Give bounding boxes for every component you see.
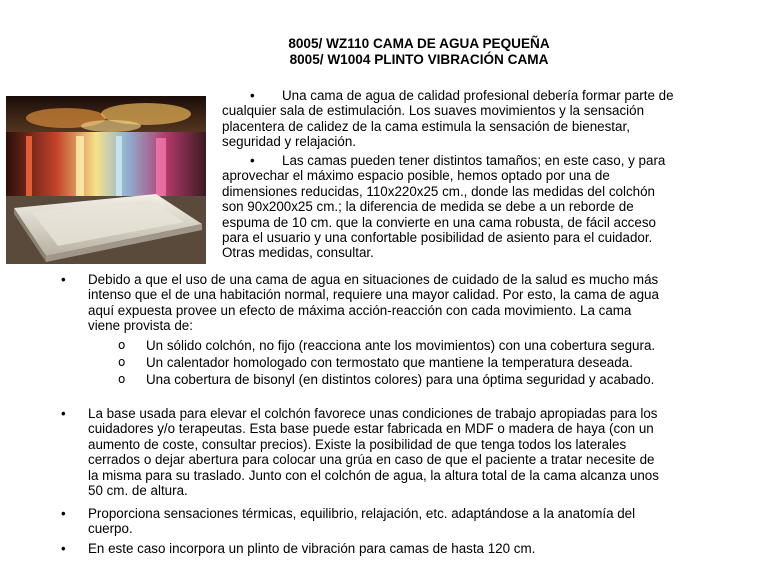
bullet-item-vibration: En este caso incorpora un plinto de vibración para camas de hasta 120 cm.: [88, 541, 536, 556]
title-line-1: 8005/ WZ110 CAMA DE AGUA PEQUEÑA: [288, 36, 550, 51]
bullet-marker: •: [61, 272, 66, 287]
sub-bullet-marker: o: [118, 372, 126, 386]
document-title: [0, 36, 762, 67]
sub-item-mattress: Un sólido colchón, no fijo (reacciona ante los movimientos) con una cobertura segura.: [146, 338, 656, 353]
bullet-item-sensations: Proporciona sensaciones térmicas, equilibrio, relajación, etc. adaptándose a la anatomía del cuerpo.: [88, 506, 636, 537]
bullet-marker: •: [250, 88, 255, 103]
sub-bullet-marker: o: [118, 355, 126, 369]
bullet-marker: •: [61, 506, 66, 521]
bullet-marker: •: [61, 406, 66, 421]
sub-bullet-marker: o: [118, 338, 126, 352]
bullet-item-base: La base usada para elevar el colchón favorece unas condiciones de trabajo apropiadas para los cuidadores y/o terapeutas. Esta base puede estar fabricada en MDF o madera de haya (con un aumento de coste, consultar precios). Existe la posibilidad de que tenga todos los laterales cerrados o dejar abertura para colocar una grúa en caso de que el paciente a tratar necesite de la misma para su traslado. Junto con el colchón de agua, la altura total de la cama alcanza unos 50 cm. de altura.: [88, 406, 659, 499]
title-line-2: 8005/ W1004 PLINTO VIBRACIÓN CAMA: [289, 51, 549, 67]
bullet-marker: •: [250, 153, 255, 168]
sub-item-cover: Una cobertura de bisonyl (en distintos colores) para una óptima seguridad y acabado.: [146, 372, 655, 387]
intro-paragraph-2: • Las camas pueden tener distintos tamaños; en este caso, y para aprovechar el máximo espacio posible, hemos optado por una de dimensiones reducidas, 110x220x25 cm., donde las medidas del colchón son 90x200x25 cm.; la diferencia de medida se debe a un reborde de espuma de 10 cm. que la convierte en una cama robusta, de fácil acceso para el usuario y una confortable posibilidad de asiento para el cuidador. Otras medidas, consultar.: [222, 153, 666, 261]
sub-item-heater: Un calentador homologado con termostato que mantiene la temperatura deseada.: [146, 355, 633, 370]
waterbed-room-photo: [6, 96, 206, 264]
bullet-marker: •: [61, 541, 66, 556]
bullet-item-quality: Debido a que el uso de una cama de agua en situaciones de cuidado de la salud es mucho más intenso que el de una habitación normal, requiere una mayor calidad. Por esto, la cama de agua aquí expuesta provee un efecto de máxima acción-reacción con cada movimiento. La cama viene provista de:: [88, 272, 659, 334]
intro-paragraph-1: • Una cama de agua de calidad profesional debería formar parte de cualquier sala de estimulación. Los suaves movimientos y la sensación placentera de calidez de la cama estimula la sensación de bienestar, seguridad y relajación.: [222, 88, 674, 150]
